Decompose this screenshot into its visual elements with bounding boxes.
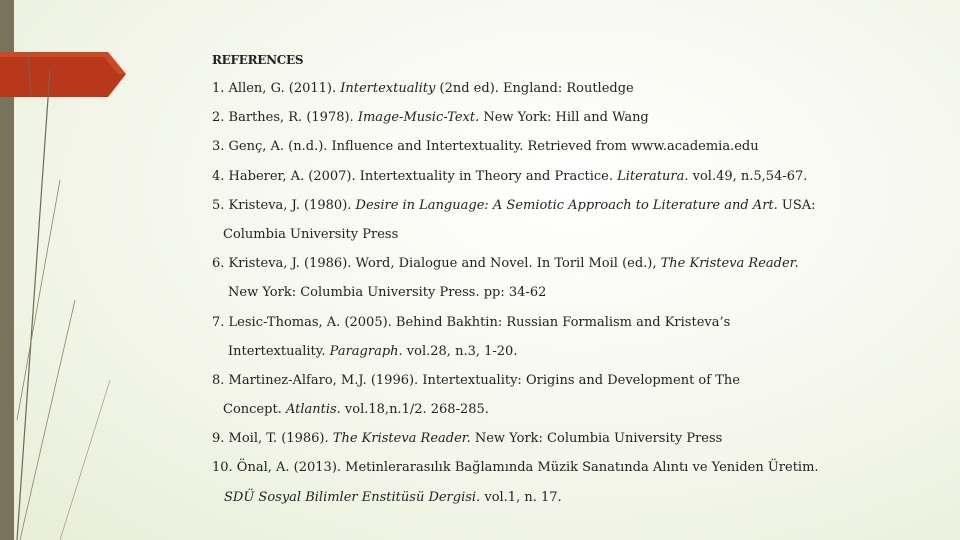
reference-entry: 1. Allen, G. (2011). Intertextuality (2nd ed). England: Routledge [212,81,634,96]
reference-continuation: Concept. Atlantis. vol.18,n.1/2. 268-285. [223,402,489,418]
reference-entry: 3. Genç, A. (n.d.). Influence and Intertextuality. Retrieved from www.academia.edu [212,139,759,155]
reference-continuation: SDÜ Sosyal Bilimler Enstitüsü Dergisi. vol.1, n. 17. [224,489,562,505]
reference-entry: 9. Moil, T. (1986). The Kristeva Reader. New York: Columbia University Press [212,431,723,447]
reference-continuation: Columbia University Press [223,226,399,242]
reference-continuation: Intertextuality. Paragraph. vol.28, n.3, 1-20. [228,343,518,359]
reference-entry: 2. Barthes, R. (1978). Image-Music-Text. New York: Hill and Wang [212,110,649,126]
left-accent-bar [0,0,14,540]
reference-entry: 5. Kristeva, J. (1980). Desire in Language: A Semiotic Approach to Literature and Art. USA: [212,197,816,213]
reference-continuation: New York: Columbia University Press. pp: 34-62 [228,285,547,301]
reference-entry: 7. Lesic-Thomas, A. (2005). Behind Bakhtin: Russian Formalism and Kristeva’s [212,314,731,330]
reference-entry: 6. Kristeva, J. (1986). Word, Dialogue and Novel. In Toril Moil (ed.), The Kristeva Reader. [212,256,799,272]
references-slide [212,50,932,517]
reference-entry: 10. Önal, A. (2013). Metinlerarasılık Bağlamında Müzik Sanatında Alıntı ve Yeniden Üretim. [212,460,819,476]
page-title: REFERENCES [212,53,304,67]
red-arrow-banner [0,52,126,97]
reference-entry: 4. Haberer, A. (2007). Intertextuality in Theory and Practice. Literatura. vol.49, n.5,54-67. [212,168,808,184]
reference-entry: 8. Martinez-Alfaro, M.J. (1996). Intertextuality: Origins and Development of The [212,372,740,388]
decorative-lines [0,0,200,540]
